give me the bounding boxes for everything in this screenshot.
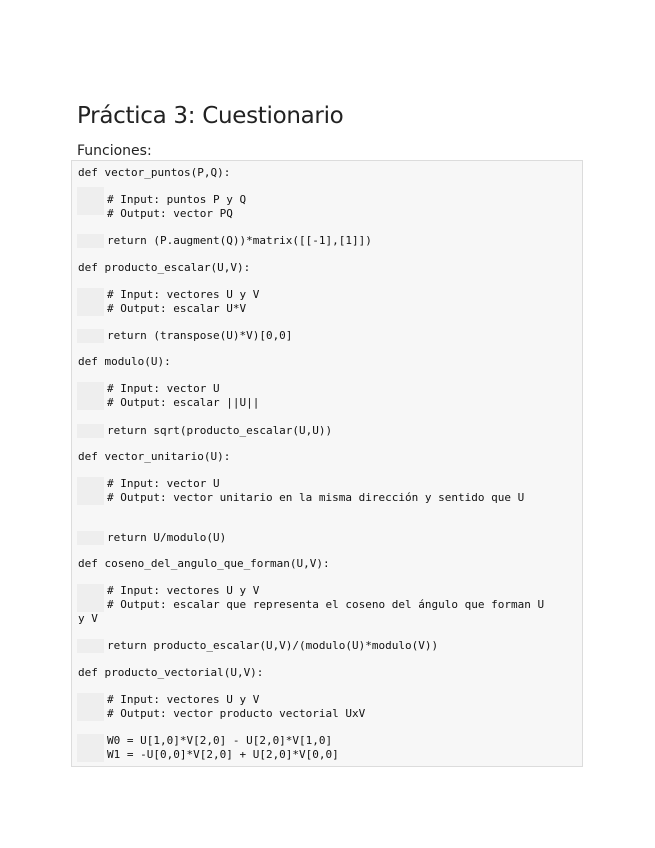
code-line-comment: # Input: vector U [107,382,220,395]
section-subtitle: Funciones: [77,143,152,159]
code-line-comment: # Input: vectores U y V [107,693,260,706]
indent-guide [77,693,104,721]
code-line-return: return U/modulo(U) [107,531,227,544]
code-line-def: def vector_puntos(P,Q): [78,166,231,179]
indent-guide [77,734,104,762]
indent-guide [77,531,104,545]
indent-guide [77,477,104,505]
code-line-comment: # Input: vectores U y V [107,584,260,597]
code-line-comment: # Input: vectores U y V [107,288,260,301]
code-line-def: def vector_unitario(U): [78,450,231,463]
code-line-comment: # Input: puntos P y Q [107,193,247,206]
code-line-def: def coseno_del_angulo_que_forman(U,V): [78,557,330,570]
indent-guide [77,424,104,438]
code-line-statement: W1 = -U[0,0]*V[2,0] + U[2,0]*V[0,0] [107,748,339,761]
code-line-return: return sqrt(producto_escalar(U,U)) [107,424,333,437]
indent-guide [77,187,104,215]
code-line-comment-wrap: y V [78,612,98,625]
code-line-comment: # Output: vector unitario en la misma dirección y sentido que U [107,491,525,504]
code-line-comment: # Output: escalar que representa el coseno del ángulo que forman U [107,598,545,611]
indent-guide [77,382,104,410]
code-line-comment: # Output: vector producto vectorial UxV [107,707,366,720]
code-line-return: return (P.augment(Q))*matrix([[-1],[1]]) [107,234,372,247]
code-line-def: def producto_escalar(U,V): [78,261,251,274]
code-line-comment: # Output: escalar U*V [107,302,247,315]
code-line-comment: # Output: vector PQ [107,207,233,220]
page-title: Práctica 3: Cuestionario [77,103,344,129]
indent-guide [77,639,104,653]
code-line-statement: W0 = U[1,0]*V[2,0] - U[2,0]*V[1,0] [107,734,333,747]
code-line-return: return (transpose(U)*V)[0,0] [107,329,293,342]
code-line-comment: # Input: vector U [107,477,220,490]
indent-guide [77,329,104,343]
code-line-def: def modulo(U): [78,355,171,368]
code-line-return: return producto_escalar(U,V)/(modulo(U)*modulo(V)) [107,639,439,652]
indent-guide [77,288,104,316]
indent-guide [77,234,104,248]
code-line-comment: # Output: escalar ||U|| [107,396,260,409]
indent-guide [77,584,104,612]
code-line-def: def producto_vectorial(U,V): [78,666,264,679]
